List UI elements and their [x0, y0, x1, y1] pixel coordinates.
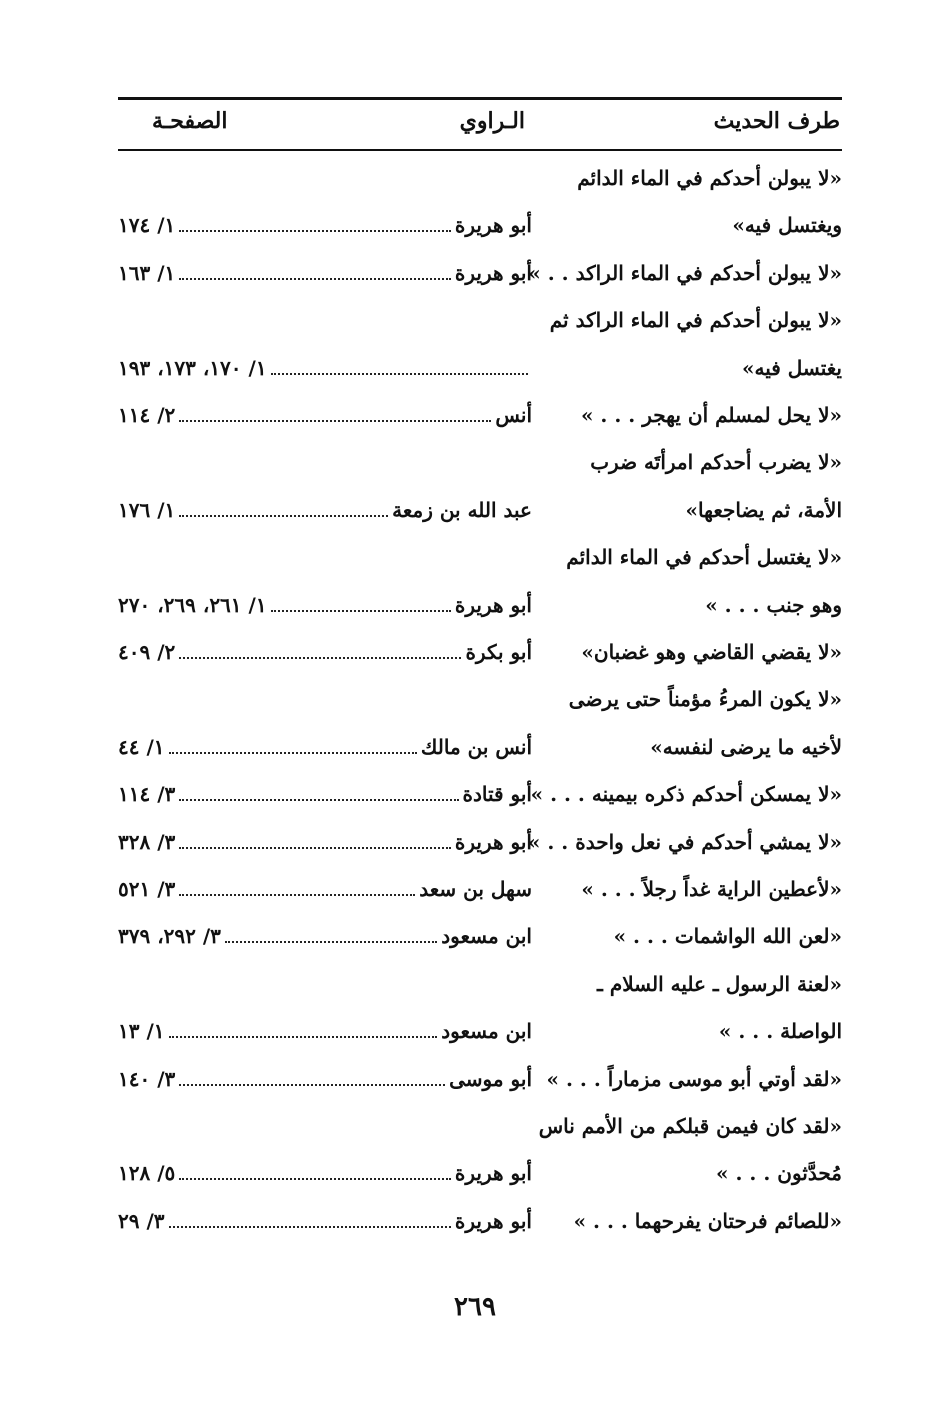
narrator-cell: [118, 348, 532, 388]
table-row: [118, 774, 842, 814]
page-reference: ١/ ١٧٦: [118, 497, 176, 522]
narrator-name: أبو بكرة: [465, 640, 532, 664]
narrator-name: أنس: [495, 403, 532, 427]
page-reference: ٣/ ١٤٠: [118, 1066, 176, 1091]
narrator-name: سهل بن سعد: [419, 877, 532, 901]
narrator-name: أبو قتادة: [462, 782, 532, 807]
hadith-text: ويغتسل فيه»: [732, 213, 842, 238]
table-row: [118, 395, 842, 435]
page-reference: ٣/ ٢٩: [118, 1208, 165, 1233]
top-rule: [118, 97, 842, 100]
header-page-label: الصفحـة: [152, 108, 228, 134]
table-row: [118, 1201, 842, 1241]
page-reference: ١/ ١٧٠، ١٧٣، ١٩٣: [118, 355, 267, 380]
table-row: [118, 1059, 842, 1099]
table-row: [118, 1106, 842, 1146]
narrator-name: ابن مسعود: [441, 1019, 532, 1044]
narrator-name: عبد الله بن زمعة: [392, 497, 532, 522]
hadith-text: «لا يمشي أحدكم في نعل واحدة . . »: [527, 829, 842, 854]
table-row: [118, 300, 842, 340]
page-reference: ٢/ ١١٤: [118, 403, 176, 427]
page-reference: ١/ ٤٤: [118, 734, 165, 759]
dot-leader: [179, 256, 451, 280]
hadith-text: «لقد أوتي أبو موسى مزماراً . . . »: [546, 1066, 842, 1091]
hadith-text: «لا يبولن أحدكم في الماء الراكد ثم: [549, 308, 842, 333]
dot-leader: [179, 777, 458, 801]
table-row: [118, 822, 842, 862]
narrator-cell: [118, 490, 532, 530]
table-row: [118, 916, 842, 956]
narrator-cell: [118, 632, 532, 672]
hadith-text: مُحدَّثون . . . »: [716, 1161, 842, 1186]
table-row: [118, 679, 842, 719]
narrator-cell: [118, 395, 532, 435]
dot-leader: [225, 919, 437, 943]
dot-leader: [169, 1204, 451, 1228]
narrator-cell: [118, 253, 532, 293]
narrator-cell: [118, 1201, 532, 1241]
hadith-text: «لا يبولن أحدكم في الماء الدائم: [577, 166, 842, 190]
page-reference: ١/ ١٣: [118, 1019, 165, 1044]
header-rule: [118, 149, 842, 151]
dot-leader: [179, 825, 451, 849]
dot-leader: [169, 730, 417, 754]
dot-leader: [179, 493, 388, 517]
header-narrator-label: الـراوي: [459, 108, 525, 134]
table-row: [118, 1153, 842, 1193]
narrator-cell: [118, 1059, 532, 1099]
narrator-cell: [118, 727, 532, 767]
page-reference: ٣/ ٥٢١: [118, 877, 176, 901]
page-reference: ٥/ ١٢٨: [118, 1161, 176, 1186]
narrator-name: أبو هريرة: [454, 829, 532, 854]
hadith-text: «لعنة الرسول ـ عليه السلام ـ: [597, 971, 842, 996]
narrator-cell: [118, 585, 532, 625]
hadith-text: «لا يبولن أحدكم في الماء الراكد . . »: [528, 260, 842, 285]
table-row: [118, 158, 842, 198]
narrator-cell: [118, 1153, 532, 1193]
narrator-cell: [118, 774, 532, 814]
dot-leader: [179, 872, 415, 896]
page-reference: ٣/ ١١٤: [118, 782, 176, 807]
hadith-text: «لا يقضي القاضي وهو غضبان»: [581, 640, 842, 664]
table-row: [118, 253, 842, 293]
dot-leader: [179, 208, 451, 232]
hadith-text: الواصلة . . . »: [718, 1019, 842, 1044]
page-reference: ١/ ١٧٤: [118, 213, 176, 238]
table-row: [118, 348, 842, 388]
narrator-name: أبو موسى: [449, 1066, 532, 1091]
hadith-text: الأمة، ثم يضاجعها»: [685, 497, 842, 522]
table-row: [118, 727, 842, 767]
table-row: [118, 1011, 842, 1051]
header-hadith-label: طرف الحديث: [713, 108, 840, 134]
dot-leader: [271, 588, 451, 612]
narrator-cell: [118, 205, 532, 245]
table-row: [118, 964, 842, 1004]
page-reference: ٣/ ٣٢٨: [118, 829, 176, 854]
dot-leader: [179, 1156, 451, 1180]
dot-leader: [179, 1062, 445, 1086]
narrator-cell: [118, 822, 532, 862]
table-row: [118, 632, 842, 672]
page-number: ٢٦٩: [454, 1292, 496, 1322]
narrator-name: أبو هريرة: [454, 1161, 532, 1186]
page-reference: ١/ ٢٦١، ٢٦٩، ٢٧٠: [118, 592, 267, 617]
page-reference: ١/ ١٦٣: [118, 260, 176, 285]
narrator-name: ابن مسعود: [441, 924, 532, 949]
page-reference: ٢/ ٤٠٩: [118, 640, 176, 664]
narrator-cell: [118, 916, 532, 956]
dot-leader: [271, 351, 528, 375]
hadith-text: «لا يغتسل أحدكم في الماء الدائم: [566, 545, 842, 570]
narrator-name: أبو هريرة: [454, 592, 532, 617]
narrator-name: أنس بن مالك: [420, 734, 532, 759]
dot-leader: [179, 635, 461, 659]
narrator-name: أبو هريرة: [454, 260, 532, 285]
hadith-text: «لا يكون المرءُ مؤمناً حتى يرضى: [568, 687, 842, 712]
hadith-text: يغتسل فيه»: [741, 355, 842, 380]
dot-leader: [179, 398, 491, 422]
hadith-text: «لعن الله الواشمات . . . »: [613, 924, 842, 949]
narrator-cell: [118, 869, 532, 909]
table-row: [118, 490, 842, 530]
hadith-text: «لأعطين الراية غداً رجلاً . . . »: [581, 877, 842, 901]
dot-leader: [169, 1014, 438, 1038]
hadith-text: «لا يحل لمسلم أن يهجر . . . »: [580, 403, 842, 427]
hadith-text: «لا يمسكن أحدكم ذكره بيمينه . . . »: [530, 782, 842, 807]
hadith-text: «للصائم فرحتان يفرحهما . . . »: [573, 1208, 842, 1233]
table-row: [118, 869, 842, 909]
narrator-name: أبو هريرة: [454, 213, 532, 238]
table-row: [118, 585, 842, 625]
hadith-text: وهو جنب . . . »: [705, 592, 842, 617]
table-row: [118, 205, 842, 245]
narrator-name: أبو هريرة: [454, 1208, 532, 1233]
table-row: [118, 442, 842, 482]
page-reference: ٣/ ٢٩٢، ٣٧٩: [118, 924, 221, 949]
hadith-text: لأخيه ما يرضى لنفسه»: [650, 734, 842, 759]
hadith-text: «لا يضرب أحدكم امرأتَه ضرب: [590, 450, 842, 475]
table-row: [118, 537, 842, 577]
narrator-cell: [118, 1011, 532, 1051]
hadith-text: «لقد كان فيمن قبلكم من الأمم ناس: [538, 1114, 842, 1138]
